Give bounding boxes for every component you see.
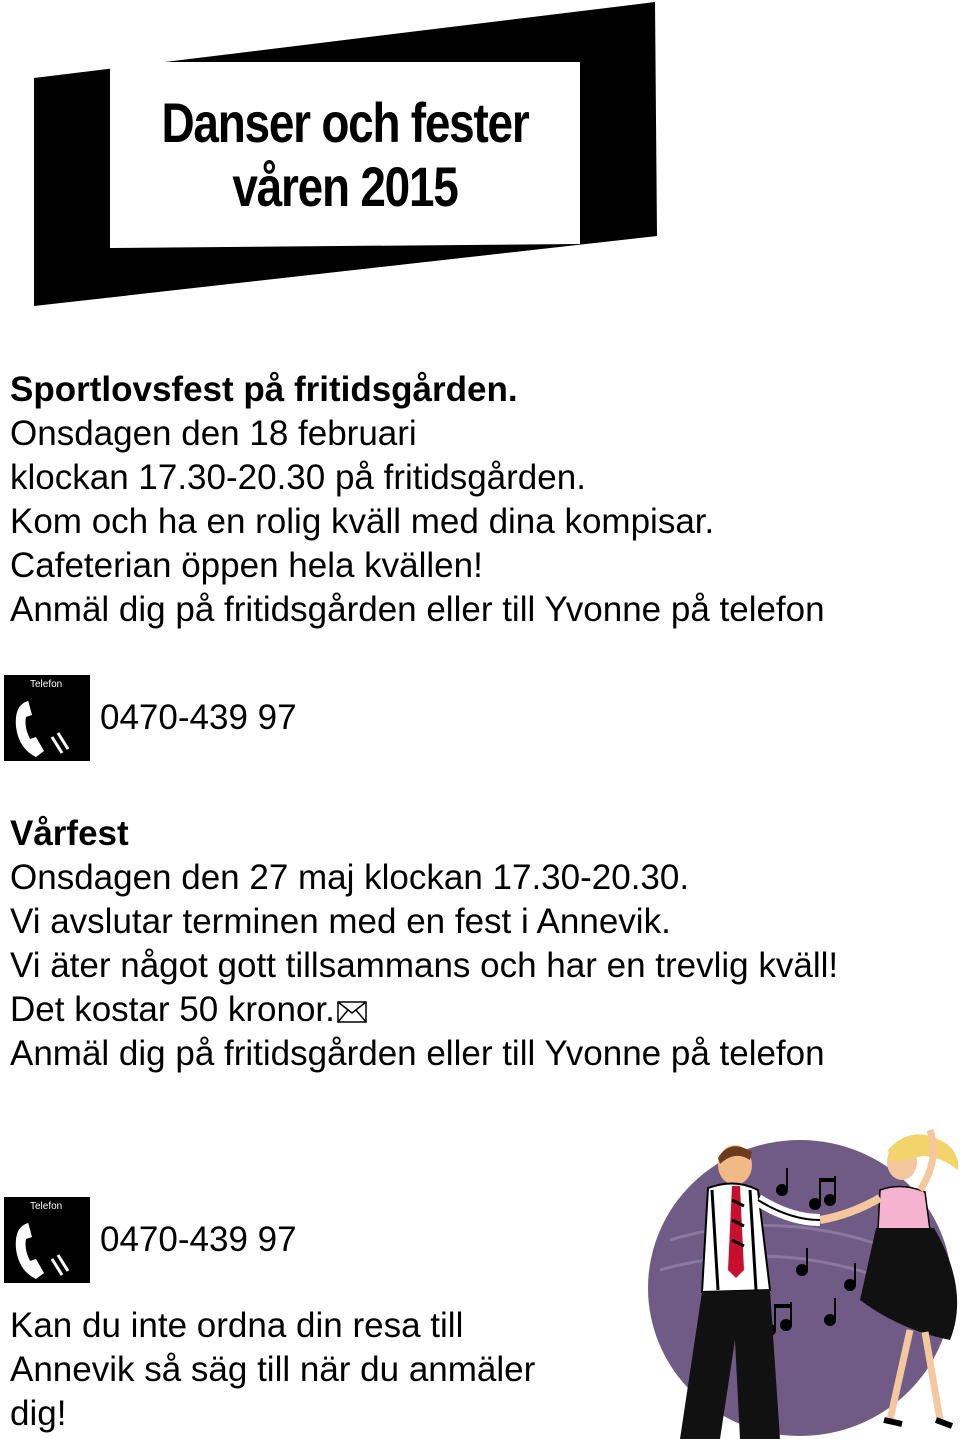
- event-line: Onsdagen den 27 maj klockan 17.30-20.30.: [10, 858, 690, 897]
- note-line: Annevik så säg till när du anmäler: [10, 1350, 536, 1389]
- envelope-icon: [337, 1001, 367, 1023]
- event-line: klockan 17.30-20.30 på fritidsgården.: [10, 458, 586, 497]
- phone-icon-label: Telefon: [30, 1201, 63, 1212]
- title-line-2: våren 2015: [232, 155, 458, 218]
- note-line: dig!: [10, 1394, 67, 1433]
- event-line: Vi avslutar terminen med en fest i Annevik.: [10, 902, 671, 941]
- event-line: Kom och ha en rolig kväll med dina kompisar.: [10, 502, 715, 541]
- event-sportlovsfest: [10, 368, 825, 632]
- event-line: Vi äter något gott tillsammans och har en trevlig kväll!: [10, 946, 839, 985]
- title-line-1: Danser och fester: [161, 91, 529, 154]
- phone-icon: [4, 1197, 90, 1283]
- price-text: Det kostar 50 kronor.: [10, 990, 335, 1029]
- event-line: [10, 988, 838, 1032]
- phone-icon-label: Telefon: [30, 679, 63, 690]
- dancing-couple-icon: [640, 1120, 960, 1439]
- event-line: Anmäl dig på fritidsgården eller till Yvonne på telefon: [10, 590, 825, 629]
- phone-number: 0470-439 97: [100, 698, 297, 737]
- event-line: Anmäl dig på fritidsgården eller till Yvonne på telefon: [10, 1034, 825, 1073]
- note-line: Kan du inte ordna din resa till: [10, 1306, 464, 1345]
- event-line: Onsdagen den 18 februari: [10, 414, 417, 453]
- phone-row: [4, 675, 297, 761]
- title-banner: [0, 0, 960, 320]
- event-varfest: [10, 812, 838, 1076]
- event-title: Vårfest: [10, 814, 129, 853]
- page-title: [152, 62, 537, 248]
- event-line: Cafeterian öppen hela kvällen!: [10, 546, 483, 585]
- phone-icon: [4, 675, 90, 761]
- event-title: Sportlovsfest på fritidsgården.: [10, 370, 518, 409]
- phone-number: 0470-439 97: [100, 1220, 297, 1259]
- phone-row: [4, 1197, 297, 1283]
- travel-note: [10, 1304, 535, 1436]
